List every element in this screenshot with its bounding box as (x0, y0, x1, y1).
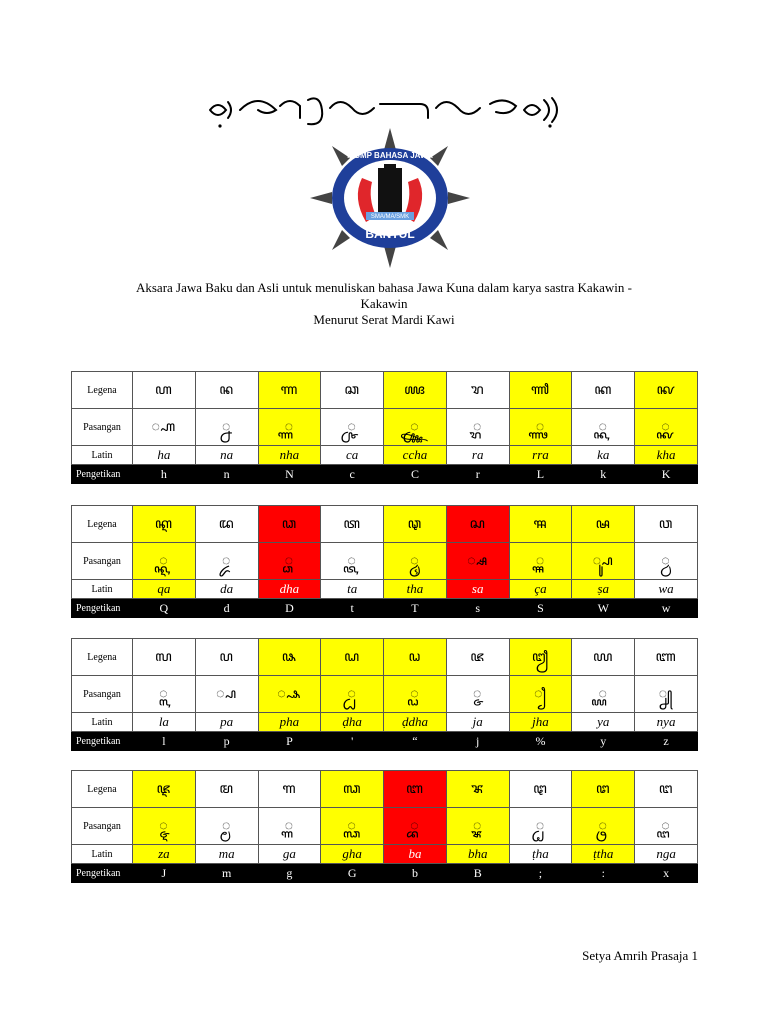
legena-cell (509, 506, 572, 543)
pasangan-cell (635, 676, 698, 713)
aksara-table (71, 770, 698, 883)
table-row-latin (72, 713, 698, 732)
legena-cell (258, 506, 321, 543)
pasangan-glyph: ꧀ꦒ (284, 819, 295, 834)
legena-glyph: ꦠ (343, 517, 361, 532)
pasangan-cell (133, 543, 196, 580)
pasangan-glyph: ꧀ꦐ (159, 554, 169, 569)
legena-cell (321, 372, 384, 409)
latin-cell: pha (258, 713, 321, 732)
pasangan-cell (321, 409, 384, 446)
legena-glyph: ꦖ (404, 383, 426, 398)
pasangan-glyph: ꧀ꦨ (473, 819, 483, 834)
latin-cell: ḍha (321, 713, 384, 732)
pasangan-cell (446, 676, 509, 713)
pasangan-cell (446, 808, 509, 845)
pasangan-glyph: ꧀ꦡ (410, 554, 420, 569)
pasangan-glyph: ꧀ꦟ (284, 420, 295, 435)
legena-glyph: ꦞ (408, 650, 422, 665)
row-label-latin: Latin (72, 713, 133, 732)
legena-cell (258, 372, 321, 409)
mgmp-bantul-logo (310, 128, 470, 268)
legena-glyph: ꦗ (470, 650, 486, 665)
legena-glyph: ꦬ (530, 383, 551, 398)
row-label-pasangan: Pasangan (72, 543, 133, 580)
latin-cell: ccha (384, 446, 447, 465)
pengetikan-cell: L (509, 465, 572, 484)
table-row-latin (72, 446, 698, 465)
legena-cell (133, 372, 196, 409)
subtitle-line-2: Kakawin (360, 296, 408, 311)
legena-cell (635, 639, 698, 676)
document-subtitle (70, 280, 698, 328)
pasangan-cell (635, 409, 698, 446)
latin-cell: nya (635, 713, 698, 732)
latin-cell: za (133, 845, 196, 864)
latin-cell: ya (572, 713, 635, 732)
pasangan-cell (384, 409, 447, 446)
legena-glyph: ꦰ (595, 517, 611, 532)
pengetikan-cell: K (635, 465, 698, 484)
pasangan-glyph: ꧀ꦠ (347, 554, 357, 569)
pasangan-cell (133, 676, 196, 713)
latin-cell: da (195, 580, 258, 599)
pengetikan-cell: m (195, 864, 258, 883)
legena-glyph: ꦟ (280, 383, 299, 398)
pasangan-cell (446, 543, 509, 580)
legena-glyph: ꦜ (595, 782, 611, 797)
subtitle-line-3: Menurut Serat Mardi Kawi (313, 312, 455, 327)
pasangan-glyph: ꧀ꦕ (347, 420, 357, 435)
pasangan-glyph: ꧀ꦩ (221, 819, 232, 834)
pasangan-glyph: ꧀ꦑ (661, 420, 671, 435)
pasangan-cell (635, 808, 698, 845)
legena-glyph: ꦥ (219, 650, 234, 665)
legena-cell (133, 506, 196, 543)
pasangan-glyph: ꧀ꦔ (661, 819, 671, 834)
pengetikan-cell: : (572, 864, 635, 883)
legena-cell (384, 639, 447, 676)
legena-cell (509, 639, 572, 676)
pasangan-cell (509, 676, 572, 713)
legena-glyph: ꦧ (405, 782, 424, 797)
aksara-table (71, 371, 698, 484)
pasangan-glyph: ꧀ꦪ (598, 687, 608, 702)
legena-cell (635, 771, 698, 808)
latin-cell: ta (321, 580, 384, 599)
pengetikan-cell: h (133, 465, 196, 484)
row-label-pengetikan: Pengetikan (72, 599, 133, 618)
table-row-latin (72, 580, 698, 599)
legena-cell (635, 506, 698, 543)
legena-cell (258, 771, 321, 808)
legena-cell (195, 771, 258, 808)
logo-school-text: SMA/MA/SMK (370, 214, 410, 220)
pengetikan-cell: z (635, 732, 698, 751)
legena-glyph: ꦦ (281, 650, 298, 665)
latin-cell: la (133, 713, 196, 732)
latin-cell: ça (509, 580, 572, 599)
pengetikan-cell: S (509, 599, 572, 618)
pasangan-glyph: ꧀ꦛ (535, 819, 546, 834)
latin-cell: wa (635, 580, 698, 599)
legena-glyph: ꦘ (156, 782, 172, 797)
pasangan-cell (258, 808, 321, 845)
pasangan-glyph: ꧀ꦱ (467, 554, 489, 569)
pengetikan-cell: c (321, 465, 384, 484)
pengetikan-cell: N (258, 465, 321, 484)
pasangan-glyph: ꧀ꦫ (473, 420, 483, 435)
table-row-pengetikan (72, 599, 698, 618)
table-row-legena (72, 372, 698, 409)
legena-cell (258, 639, 321, 676)
pasangan-glyph: ꧀ꦤ (221, 420, 232, 435)
row-label-pengetikan: Pengetikan (72, 732, 133, 751)
table-row-legena (72, 506, 698, 543)
legena-glyph: ꦣ (281, 517, 298, 532)
pasangan-cell (258, 676, 321, 713)
legena-cell (572, 639, 635, 676)
table-row-pengetikan (72, 465, 698, 484)
legena-cell (635, 372, 698, 409)
row-label-legena: Legena (72, 372, 133, 409)
row-label-legena: Legena (72, 639, 133, 676)
pengetikan-cell: C (384, 465, 447, 484)
pasangan-glyph: ꧀ꦝ (347, 687, 357, 702)
legena-glyph: ꦩ (219, 782, 234, 797)
pasangan-cell (572, 676, 635, 713)
pengetikan-cell: d (195, 599, 258, 618)
latin-cell: ma (195, 845, 258, 864)
table-row-pasangan (72, 676, 698, 713)
row-label-legena: Legena (72, 771, 133, 808)
pengetikan-cell: T (384, 599, 447, 618)
latin-cell: kha (635, 446, 698, 465)
pengetikan-cell: n (195, 465, 258, 484)
aksara-table (71, 505, 698, 618)
legena-glyph: ꦲ (155, 383, 173, 398)
pengetikan-cell: w (635, 599, 698, 618)
row-label-pasangan: Pasangan (72, 409, 133, 446)
legena-cell (572, 372, 635, 409)
legena-glyph: ꦙ (531, 650, 550, 665)
pasangan-glyph: ꧀ꦰ (592, 554, 614, 569)
latin-cell: rra (509, 446, 572, 465)
latin-cell: tha (384, 580, 447, 599)
latin-cell: ṭha (509, 845, 572, 864)
pengetikan-cell: ' (321, 732, 384, 751)
pasangan-cell (572, 808, 635, 845)
pasangan-glyph: ꧀ꦮ (661, 554, 671, 569)
pasangan-cell (258, 543, 321, 580)
pasangan-glyph: ꧀ꦬ (535, 420, 546, 435)
latin-cell: ḍdha (384, 713, 447, 732)
pengetikan-cell: j (446, 732, 509, 751)
pasangan-glyph: ꧀ꦲ (151, 420, 177, 435)
legena-cell (321, 771, 384, 808)
pasangan-cell (384, 676, 447, 713)
latin-cell: na (195, 446, 258, 465)
latin-cell: dha (258, 580, 321, 599)
pengetikan-cell: g (258, 864, 321, 883)
pengetikan-cell: l (133, 732, 196, 751)
legena-glyph: ꦐ (154, 517, 173, 532)
row-label-pasangan: Pasangan (72, 676, 133, 713)
aksara-table (71, 638, 698, 751)
legena-cell (384, 506, 447, 543)
legena-glyph: ꦪ (593, 650, 614, 665)
pasangan-glyph: ꧀ꦦ (277, 687, 302, 702)
pasangan-glyph: ꧀ꦗ (473, 687, 483, 702)
legena-glyph: ꦝ (344, 650, 361, 665)
latin-cell: ja (446, 713, 509, 732)
latin-cell: nha (258, 446, 321, 465)
logo-bottom-text: BANTUL (365, 227, 415, 241)
latin-cell: ga (258, 845, 321, 864)
legena-cell (384, 771, 447, 808)
legena-glyph: ꦨ (471, 782, 485, 797)
legena-glyph: ꦕ (344, 383, 360, 398)
pasangan-glyph: ꧀ꦚ (658, 687, 674, 702)
pengetikan-cell: % (509, 732, 572, 751)
pasangan-cell (509, 409, 572, 446)
table-row-latin (72, 845, 698, 864)
legena-cell (572, 771, 635, 808)
pengetikan-cell: ; (509, 864, 572, 883)
pengetikan-cell: B (446, 864, 509, 883)
legena-glyph: ꦛ (533, 782, 548, 797)
pengetikan-cell: D (258, 599, 321, 618)
legena-glyph: ꦤ (219, 383, 235, 398)
pengetikan-cell: W (572, 599, 635, 618)
row-label-pasangan: Pasangan (72, 808, 133, 845)
subtitle-line-1: Aksara Jawa Baku dan Asli untuk menuliskan bahasa Jawa Kuna dalam karya sastra Kakawin - (135, 280, 633, 295)
pasangan-cell (509, 808, 572, 845)
pasangan-glyph: ꧀ꦣ (284, 554, 295, 569)
javanese-title-calligraphy (200, 86, 570, 134)
pasangan-cell (321, 808, 384, 845)
legena-cell (195, 372, 258, 409)
pasangan-glyph: ꧀ꦏ (598, 420, 608, 435)
legena-cell (509, 372, 572, 409)
legena-glyph: ꦓ (342, 782, 362, 797)
logo-top-text: MGMP BAHASA JAWA (347, 151, 433, 160)
pasangan-glyph: ꧀ꦭ (159, 687, 169, 702)
legena-glyph: ꦮ (658, 517, 674, 532)
pengetikan-cell: p (195, 732, 258, 751)
pasangan-cell (195, 808, 258, 845)
legena-cell (133, 639, 196, 676)
table-row-pengetikan (72, 732, 698, 751)
pengetikan-cell: y (572, 732, 635, 751)
latin-cell: qa (133, 580, 196, 599)
legena-glyph: ꦡ (407, 517, 423, 532)
latin-cell: pa (195, 713, 258, 732)
row-label-pengetikan: Pengetikan (72, 465, 133, 484)
latin-cell: gha (321, 845, 384, 864)
pasangan-glyph: ꧀ꦧ (410, 819, 420, 834)
legena-glyph: ꦭ (155, 650, 173, 665)
legena-cell (446, 639, 509, 676)
pasangan-glyph: ꧀ꦯ (535, 554, 546, 569)
pengetikan-cell: k (572, 465, 635, 484)
legena-glyph: ꦱ (469, 517, 486, 532)
pasangan-cell (258, 409, 321, 446)
legena-cell (195, 506, 258, 543)
legena-glyph: ꦔ (658, 782, 674, 797)
pengetikan-cell: G (321, 864, 384, 883)
latin-cell: ba (384, 845, 447, 864)
pasangan-glyph: ꧀ꦖ (410, 420, 420, 435)
latin-cell: ra (446, 446, 509, 465)
latin-cell: ca (321, 446, 384, 465)
legena-cell (133, 771, 196, 808)
table-row-legena (72, 639, 698, 676)
pasangan-glyph: ꧀ꦞ (410, 687, 420, 702)
legena-glyph: ꦫ (470, 383, 485, 398)
pengetikan-cell: b (384, 864, 447, 883)
latin-cell: ṣa (572, 580, 635, 599)
pengetikan-cell: s (446, 599, 509, 618)
pengetikan-cell: J (133, 864, 196, 883)
pasangan-cell (572, 543, 635, 580)
latin-cell: ka (572, 446, 635, 465)
pasangan-cell (321, 676, 384, 713)
legena-cell (509, 771, 572, 808)
pasangan-cell (384, 543, 447, 580)
pengetikan-cell: “ (384, 732, 447, 751)
legena-cell (384, 372, 447, 409)
pasangan-cell (133, 808, 196, 845)
legena-cell (446, 771, 509, 808)
pasangan-glyph: ꧀ꦘ (159, 819, 169, 834)
latin-cell: bha (446, 845, 509, 864)
pasangan-glyph: ꧀ꦙ (534, 687, 547, 702)
pengetikan-cell: x (635, 864, 698, 883)
legena-cell (446, 506, 509, 543)
latin-cell: ha (133, 446, 196, 465)
pengetikan-cell: t (321, 599, 384, 618)
legena-cell (446, 372, 509, 409)
row-label-latin: Latin (72, 580, 133, 599)
footer-author-page: Setya Amrih Prasaja 1 (582, 948, 698, 963)
row-label-latin: Latin (72, 845, 133, 864)
table-row-pasangan (72, 543, 698, 580)
legena-glyph: ꦚ (655, 650, 677, 665)
pasangan-cell (195, 543, 258, 580)
table-row-pasangan (72, 409, 698, 446)
table-row-pasangan (72, 808, 698, 845)
pasangan-cell (195, 676, 258, 713)
pasangan-cell (195, 409, 258, 446)
row-label-latin: Latin (72, 446, 133, 465)
pengetikan-cell: P (258, 732, 321, 751)
table-row-pengetikan (72, 864, 698, 883)
pasangan-glyph: ꧀ꦓ (347, 819, 357, 834)
table-row-legena (72, 771, 698, 808)
pasangan-cell (572, 409, 635, 446)
legena-glyph: ꦯ (533, 517, 548, 532)
pasangan-glyph: ꧀ꦜ (598, 819, 608, 834)
pasangan-cell (509, 543, 572, 580)
latin-cell: jha (509, 713, 572, 732)
legena-glyph: ꦒ (282, 782, 297, 797)
latin-cell: ṭtha (572, 845, 635, 864)
legena-cell (321, 506, 384, 543)
pengetikan-cell: Q (133, 599, 196, 618)
legena-glyph: ꦢ (218, 517, 235, 532)
pengetikan-cell: r (446, 465, 509, 484)
pasangan-cell (384, 808, 447, 845)
pasangan-glyph: ꧀ꦥ (216, 687, 238, 702)
pasangan-glyph: ꧀ꦢ (221, 554, 232, 569)
row-label-pengetikan: Pengetikan (72, 864, 133, 883)
legena-cell (321, 639, 384, 676)
pasangan-cell (321, 543, 384, 580)
row-label-legena: Legena (72, 506, 133, 543)
legena-cell (195, 639, 258, 676)
legena-glyph: ꦏ (594, 383, 613, 398)
latin-cell: sa (446, 580, 509, 599)
pasangan-cell (635, 543, 698, 580)
pasangan-cell (446, 409, 509, 446)
legena-glyph: ꦑ (656, 383, 676, 398)
pasangan-cell (133, 409, 196, 446)
latin-cell: nga (635, 845, 698, 864)
legena-cell (572, 506, 635, 543)
